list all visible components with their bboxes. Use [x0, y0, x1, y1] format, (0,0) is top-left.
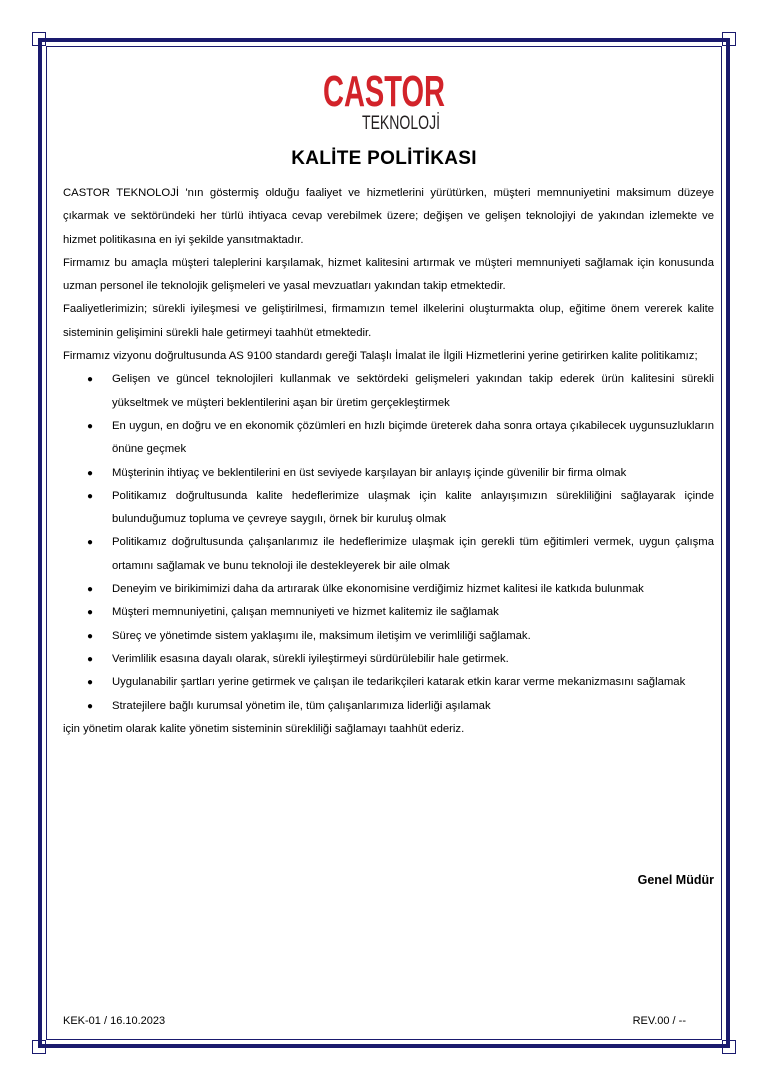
list-item — [63, 485, 714, 532]
bullet-icon: ● — [87, 653, 94, 665]
paragraph: Firmamız vizyonu doğrultusunda AS 9100 standardı gereği Talaşlı İmalat ile İlgili Hizmetlerini yerine getirirken kalite politikamız; — [63, 350, 698, 363]
document-title: KALİTE POLİTİKASI — [291, 148, 477, 169]
bullet-icon: ● — [87, 607, 94, 619]
paragraph: Faaliyetlerimizin; sürekli iyileşmesi ve geliştirilmesi, firmamızın temel ilkelerini oluşturmakta olup, eğitime önem vererek kalite sisteminin gelişimini sürekli hale getirmeyi taahhüt etmektedir. — [63, 303, 714, 339]
bullet-icon: ● — [87, 700, 94, 712]
list-item-text: Gelişen ve güncel teknolojileri kullanmak ve sektördeki gelişmeleri yakından takip ederek ürün kalitesini sürekli yükseltmek ve müşteri beklentilerini aşan bir üretim gerçekleştirmek — [112, 373, 714, 409]
list-item-text: Stratejilere bağlı kurumsal yönetim ile, tüm çalışanlarımıza liderliği aşılamak — [112, 699, 491, 712]
bullet-icon: ● — [87, 490, 94, 502]
border-corner-ornament — [32, 1040, 46, 1054]
list-item — [63, 462, 714, 485]
list-item — [63, 648, 714, 671]
bullet-icon: ● — [87, 374, 94, 386]
paragraph: CASTOR TEKNOLOJİ 'nın göstermiş olduğu faaliyet ve hizmetlerini yürütürken, müşteri memnuniyetini maksimum düzeye çıkarmak ve sektöründeki her türlü ihtiyaca cevap verebilmek üzere; değişen ve gelişen teknolojiyi de yakından izlemekte ve hizmet politikasına en iyi şekilde yansıtmaktadır. — [63, 187, 714, 246]
list-item — [63, 625, 714, 648]
list-item-text: Müşteri memnuniyetini, çalışan memnuniyeti ve hizmet kalitemiz ile sağlamak — [112, 606, 499, 619]
list-item — [63, 368, 714, 415]
list-item-text: En uygun, en doğru ve en ekonomik çözümleri en hızlı biçimde üreterek daha sonra ortaya çıkabilecek uygunsuzlukların önüne geçmek — [112, 419, 714, 456]
list-item-text: Müşterinin ihtiyaç ve beklentilerini en üst seviyede karşılayan bir anlayış içinde güvenilir bir firma olmak — [112, 466, 627, 479]
policy-body — [63, 182, 714, 741]
policy-list — [63, 368, 714, 717]
document-code: KEK-01 / 16.10.2023 — [63, 1015, 166, 1027]
list-item-text: Politikamız doğrultusunda çalışanlarımız ile hedeflerimize ulaşmak için gerekli tüm eğitimleri vermek, uygun çalışma ortamını sağlamak ve bunu teknoloji ile destekleyerek bir aile olmak — [112, 536, 714, 572]
border-corner-ornament — [722, 32, 736, 46]
list-item — [63, 531, 714, 578]
bullet-icon: ● — [87, 420, 94, 432]
bullet-icon: ● — [87, 537, 94, 549]
paragraph: Firmamız bu amaçla müşteri taleplerini karşılamak, hizmet kalitesini artırmak ve müşteri memnuniyeti sağlamak için konusunda uzman personel ile teknolojik gelişmeleri ve yasal mevzuatları yakından takip etmektedir. — [63, 256, 714, 293]
signature-title: Genel Müdür — [637, 873, 714, 887]
border-corner-ornament — [32, 32, 46, 46]
bullet-icon: ● — [87, 677, 94, 689]
logo-brand-text: CASTOR — [323, 67, 445, 116]
closing-paragraph: için yönetim olarak kalite yönetim sisteminin sürekliliği sağlamayı taahhüt ederiz. — [63, 722, 465, 735]
list-item-text: Politikamız doğrultusunda kalite hedeflerimize ulaşmak için kalite anlayışımızın sürekliliğini sağlayarak içinde bulunduğumuz topluma ve çevreye saygılı, örnek bir kuruluş olmak — [112, 489, 714, 526]
border-corner-ornament — [722, 1040, 736, 1054]
company-logo — [0, 66, 768, 134]
list-item-text: Uygulanabilir şartları yerine getirmek ve çalışan ile tedarikçileri katarak etkin karar verme mekanizmasını sağlamak — [112, 676, 686, 689]
list-item-text: Süreç ve yönetimde sistem yaklaşımı ile, maksimum iletişim ve verimliliği sağlamak. — [112, 629, 531, 642]
list-item-text: Deneyim ve birikimimizi daha da artırarak ülke ekonomisine verdiğimiz hizmet kalitesi ile katkıda bulunmak — [112, 583, 644, 596]
bullet-icon: ● — [87, 630, 94, 642]
list-item — [63, 578, 714, 601]
bullet-icon: ● — [87, 584, 94, 596]
revision-number: REV.00 / -- — [632, 1015, 686, 1027]
castor-logo-icon — [319, 66, 449, 134]
list-item — [63, 671, 714, 694]
list-item — [63, 415, 714, 462]
logo-subtitle-text: TEKNOLOJİ — [362, 113, 440, 134]
list-item — [63, 601, 714, 624]
list-item-text: Verimlilik esasına dayalı olarak, sürekli iyileştirmeyi sürdürülebilir hale getirmek. — [112, 652, 509, 665]
bullet-icon: ● — [87, 467, 94, 479]
list-item — [63, 695, 714, 718]
